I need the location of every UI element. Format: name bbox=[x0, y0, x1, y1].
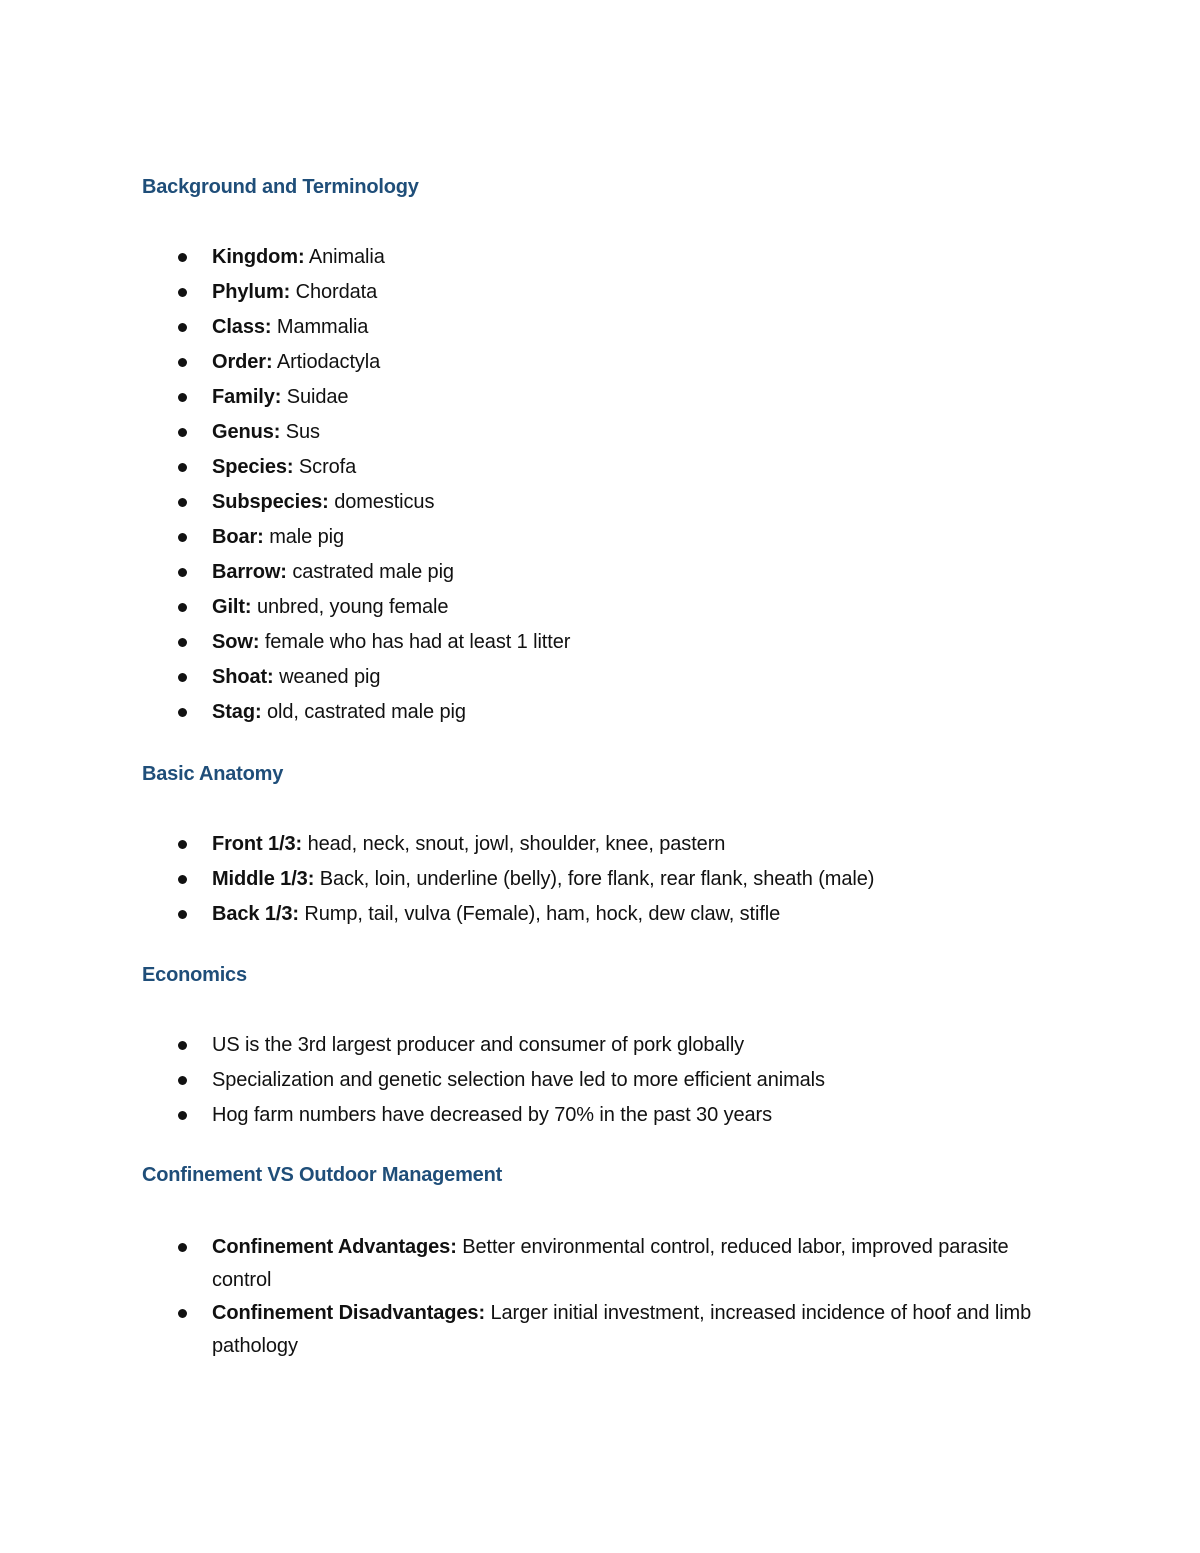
bullet-icon bbox=[178, 1076, 187, 1085]
item-term: Confinement Advantages: bbox=[212, 1236, 457, 1258]
item-term: Phylum: bbox=[212, 281, 291, 303]
bullet-icon bbox=[178, 603, 187, 612]
item-text: Animalia bbox=[304, 246, 385, 268]
list-item bbox=[142, 696, 1072, 731]
item-text: Mammalia bbox=[271, 316, 369, 338]
bullet-icon bbox=[178, 673, 187, 682]
bullet-icon bbox=[178, 1111, 187, 1120]
bullet-icon bbox=[178, 428, 187, 437]
item-text: old, castrated male pig bbox=[261, 701, 466, 723]
item-term: Class: bbox=[212, 316, 272, 338]
bullet-icon bbox=[178, 708, 187, 717]
bullet-icon bbox=[178, 1309, 187, 1318]
item-term: Back 1/3: bbox=[212, 903, 299, 925]
bullet-icon bbox=[178, 463, 187, 472]
item-term: Sow: bbox=[212, 631, 260, 653]
bullet-icon bbox=[178, 498, 187, 507]
list-item bbox=[142, 591, 1072, 626]
list-item bbox=[142, 416, 1072, 451]
item-text: Scrofa bbox=[293, 456, 357, 478]
list-item bbox=[142, 486, 1072, 521]
item-term: Order: bbox=[212, 351, 273, 373]
item-text: unbred, young female bbox=[251, 596, 449, 618]
item-text: Hog farm numbers have decreased by 70% in the past 30 years bbox=[212, 1104, 772, 1126]
item-term: Family: bbox=[212, 386, 282, 408]
item-term: Subspecies: bbox=[212, 491, 329, 513]
item-text: Better environmental control, reduced labor, improved parasite control bbox=[212, 1236, 1009, 1291]
item-term: Shoat: bbox=[212, 666, 274, 688]
bullet-icon bbox=[178, 253, 187, 262]
item-text: Artiodactyla bbox=[272, 351, 381, 373]
list-item bbox=[142, 863, 1072, 898]
item-term: Species: bbox=[212, 456, 294, 478]
bullet-icon bbox=[178, 533, 187, 542]
section-background-terminology bbox=[142, 175, 1072, 731]
list-item bbox=[142, 626, 1072, 661]
list-item bbox=[142, 556, 1072, 591]
item-text: Chordata bbox=[290, 281, 378, 303]
list-item bbox=[142, 311, 1072, 346]
list-item bbox=[142, 898, 1072, 933]
item-term: Confinement Disadvantages: bbox=[212, 1302, 486, 1324]
item-term: Kingdom: bbox=[212, 246, 305, 268]
item-term: Barrow: bbox=[212, 561, 287, 583]
list-item bbox=[142, 451, 1072, 486]
bullet-icon bbox=[178, 875, 187, 884]
bullet-icon bbox=[178, 910, 187, 919]
item-text: male pig bbox=[263, 526, 344, 548]
item-text: weaned pig bbox=[273, 666, 381, 688]
bullet-icon bbox=[178, 393, 187, 402]
section-heading: Economics bbox=[142, 964, 247, 986]
section-heading: Basic Anatomy bbox=[142, 763, 284, 785]
section-confinement-vs-outdoor bbox=[142, 1163, 1072, 1363]
list-item bbox=[142, 1029, 1072, 1064]
bullet-icon bbox=[178, 323, 187, 332]
bullet-icon bbox=[178, 1041, 187, 1050]
section-basic-anatomy bbox=[142, 762, 1072, 933]
list-item bbox=[142, 661, 1072, 696]
list-item bbox=[142, 1297, 1072, 1363]
item-text: Rump, tail, vulva (Female), ham, hock, dew claw, stifle bbox=[298, 903, 781, 925]
item-text: female who has had at least 1 litter bbox=[259, 631, 571, 653]
list-item bbox=[142, 241, 1072, 276]
bullet-icon bbox=[178, 568, 187, 577]
item-term: Stag: bbox=[212, 701, 262, 723]
section-economics bbox=[142, 963, 1072, 1134]
item-term: Boar: bbox=[212, 526, 264, 548]
bullet-icon bbox=[178, 638, 187, 647]
bullet-icon bbox=[178, 358, 187, 367]
list-item bbox=[142, 1064, 1072, 1099]
list-item bbox=[142, 1099, 1072, 1134]
item-text: US is the 3rd largest producer and consumer of pork globally bbox=[212, 1034, 745, 1056]
bullet-list bbox=[142, 241, 1072, 731]
list-item bbox=[142, 521, 1072, 556]
item-text: Back, loin, underline (belly), fore flank, rear flank, sheath (male) bbox=[314, 868, 875, 890]
bullet-icon bbox=[178, 840, 187, 849]
item-text: castrated male pig bbox=[286, 561, 454, 583]
section-heading: Confinement VS Outdoor Management bbox=[142, 1164, 503, 1186]
bullet-icon bbox=[178, 1243, 187, 1252]
list-item bbox=[142, 828, 1072, 863]
item-text: Sus bbox=[280, 421, 320, 443]
item-text: Suidae bbox=[281, 386, 349, 408]
item-text: head, neck, snout, jowl, shoulder, knee, pastern bbox=[302, 833, 726, 855]
item-term: Front 1/3: bbox=[212, 833, 303, 855]
section-heading: Background and Terminology bbox=[142, 176, 419, 198]
list-item bbox=[142, 381, 1072, 416]
list-item bbox=[142, 1231, 1072, 1297]
list-item bbox=[142, 346, 1072, 381]
item-term: Middle 1/3: bbox=[212, 868, 315, 890]
item-term: Gilt: bbox=[212, 596, 252, 618]
item-text: Specialization and genetic selection have led to more efficient animals bbox=[212, 1069, 825, 1091]
item-term: Genus: bbox=[212, 421, 281, 443]
bullet-icon bbox=[178, 288, 187, 297]
bullet-list bbox=[142, 828, 1072, 933]
list-item bbox=[142, 276, 1072, 311]
bullet-list bbox=[142, 1231, 1072, 1363]
item-text: Larger initial investment, increased incidence of hoof and limb pathology bbox=[212, 1302, 1032, 1357]
item-text: domesticus bbox=[328, 491, 435, 513]
bullet-list bbox=[142, 1029, 1072, 1134]
